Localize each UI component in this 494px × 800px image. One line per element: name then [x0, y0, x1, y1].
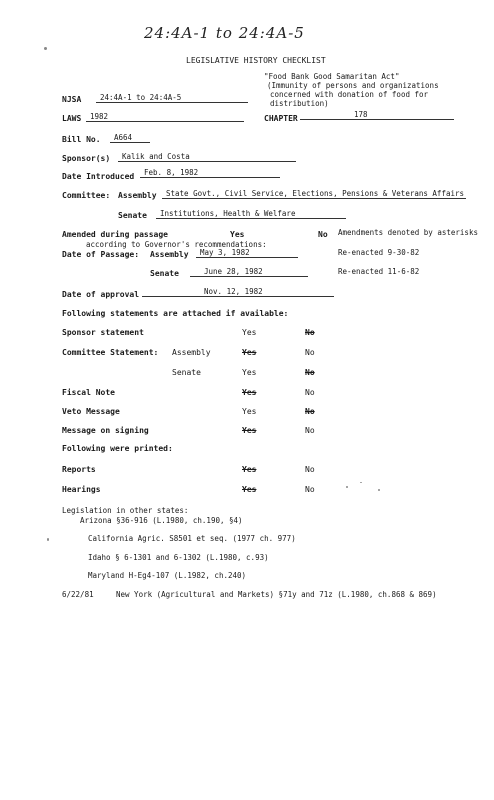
fiscal-note-no: No — [305, 388, 315, 397]
committee-assembly-label: Assembly — [118, 191, 157, 200]
date-stamp: 6/22/81 — [62, 590, 94, 599]
page-heading: LEGISLATIVE HISTORY CHECKLIST — [186, 56, 326, 65]
approval-field — [142, 287, 334, 297]
passage-assembly-label: Assembly — [150, 250, 189, 259]
hearings-label: Hearings — [62, 485, 101, 494]
passage-senate-label: Senate — [150, 269, 179, 278]
committee-statement-senate-no: No — [305, 368, 315, 377]
bill-label: Bill No. — [62, 135, 101, 144]
dot-mark — [44, 47, 47, 50]
sponsor-value: Kalik and Costa — [118, 152, 296, 162]
hearings-yes: Yes — [242, 485, 257, 494]
amended-label: Amended during passage — [62, 230, 168, 239]
amended-yes: Yes — [230, 230, 245, 239]
passage-senate-value: June 28, 1982 — [190, 267, 308, 277]
date-introduced-field — [140, 168, 280, 178]
amended-no: No — [318, 230, 328, 239]
veto-message-no: No — [305, 407, 315, 416]
act-title-line: (Immunity of persons and organizations — [267, 81, 439, 90]
chapter-value: 178 — [300, 110, 454, 120]
state-idaho: Idaho § 6-1301 and 6-1302 (L.1980, c.93) — [88, 553, 269, 562]
reports-label: Reports — [62, 465, 96, 474]
reenacted-2: Re-enacted 11-6-82 — [338, 267, 420, 276]
governor-note: according to Governor's recommendations: — [86, 240, 267, 249]
sponsor-value-field — [118, 152, 296, 162]
committee-label: Committee: — [62, 191, 111, 200]
message-signing-label: Message on signing — [62, 426, 149, 435]
act-title-line: distribution) — [270, 99, 329, 108]
approval-label: Date of approval — [62, 290, 140, 299]
fiscal-note-yes: Yes — [242, 388, 257, 397]
chapter-value-field — [300, 110, 454, 120]
sponsor-statement-label: Sponsor statement — [62, 328, 144, 337]
sponsor-statement-no: No — [305, 328, 315, 337]
fiscal-note-label: Fiscal Note — [62, 388, 115, 397]
speck-mark — [378, 489, 380, 491]
laws-value-field — [86, 112, 244, 122]
chapter-label: CHAPTER — [264, 114, 298, 123]
hearings-no: No — [305, 485, 315, 494]
laws-value: 1982 — [86, 112, 244, 122]
act-title-line: concerned with donation of food for — [270, 90, 429, 99]
committee-statement-senate-label: Senate — [172, 368, 201, 377]
bill-value-field — [110, 133, 150, 143]
approval-value: Nov. 12, 1982 — [142, 287, 334, 297]
speck-mark — [346, 486, 348, 488]
reports-yes: Yes — [242, 465, 257, 474]
laws-label: LAWS — [62, 114, 82, 123]
bill-value: A664 — [110, 133, 150, 143]
message-signing-no: No — [305, 426, 315, 435]
committee-statement-label: Committee Statement: — [62, 348, 159, 357]
date-introduced-label: Date Introduced — [62, 172, 135, 181]
date-introduced-value: Feb. 8, 1982 — [140, 168, 280, 178]
state-maryland: Maryland H-Eg4-107 (L.1982, ch.240) — [88, 571, 247, 580]
speck-mark — [360, 482, 362, 483]
message-signing-yes: Yes — [242, 426, 257, 435]
committee-senate-field — [156, 209, 346, 219]
passage-senate-field — [190, 267, 308, 277]
passage-assembly-value: May 3, 1982 — [196, 248, 298, 258]
state-arizona: Arizona §36-916 (L.1980, ch.190, §4) — [80, 516, 243, 525]
veto-message-label: Veto Message — [62, 407, 120, 416]
act-title-block — [264, 72, 439, 108]
attached-heading: Following statements are attached if available: — [62, 309, 289, 318]
passage-label: Date of Passage: — [62, 250, 140, 259]
njsa-label: NJSA — [62, 95, 82, 104]
handwritten-title: 24:4A-1 to 24:4A-5 — [144, 24, 305, 42]
sponsor-label: Sponsor(s) — [62, 154, 111, 163]
committee-assembly-value: State Govt., Civil Service, Elections, Pensions & Veterans Affairs — [162, 189, 466, 199]
committee-statement-assembly-no: No — [305, 348, 315, 357]
printed-heading: Following were printed: — [62, 444, 173, 453]
committee-assembly-field — [162, 189, 466, 199]
committee-statement-senate-yes: Yes — [242, 368, 257, 377]
veto-message-yes: Yes — [242, 407, 257, 416]
committee-statement-assembly-label: Assembly — [172, 348, 211, 357]
committee-statement-assembly-yes: Yes — [242, 348, 257, 357]
njsa-value: 24:4A-1 to 24:4A-5 — [96, 93, 248, 103]
njsa-value-field — [96, 93, 246, 103]
amendments-note: Amendments denoted by asterisks — [338, 228, 478, 237]
reenacted-1: Re-enacted 9-30-82 — [338, 248, 420, 257]
sponsor-statement-yes: Yes — [242, 328, 257, 337]
committee-senate-value: Institutions, Health & Welfare — [156, 209, 346, 219]
committee-senate-label: Senate — [118, 211, 147, 220]
state-california: California Agric. S8501 et seq. (1977 ch. 977) — [88, 534, 296, 543]
act-title-line: "Food Bank Good Samaritan Act" — [264, 72, 400, 81]
other-states-heading: Legislation in other states: — [62, 506, 189, 515]
reports-no: No — [305, 465, 315, 474]
speck-mark — [47, 538, 49, 541]
state-newyork: New York (Agricultural and Markets) §71y and 71z (L.1980, ch.868 & 869) — [116, 590, 437, 599]
passage-assembly-field — [196, 248, 298, 258]
